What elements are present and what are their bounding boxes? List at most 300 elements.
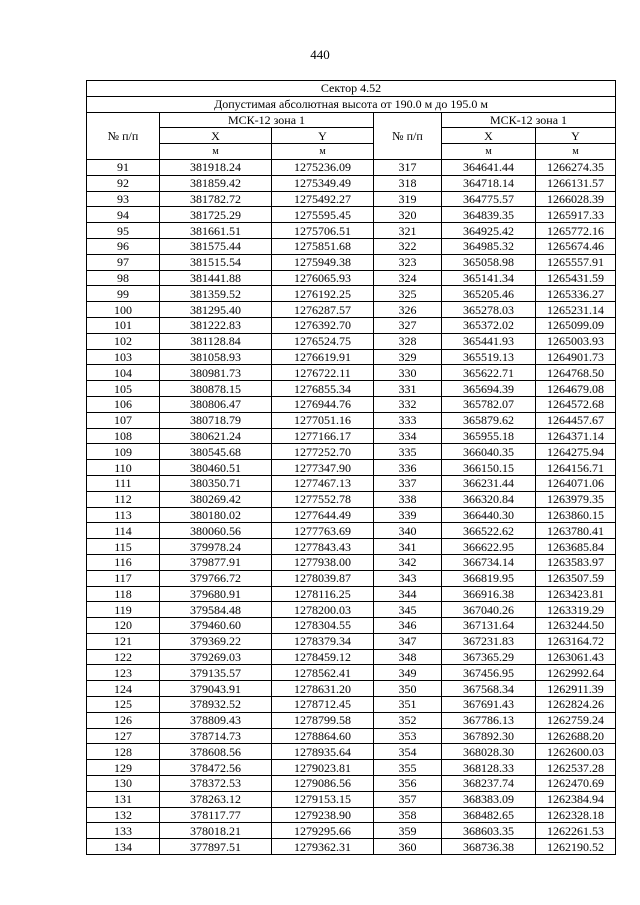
point-num-right: 359 [374,823,442,839]
y-value-right: 1262824.26 [536,697,616,713]
y-value-left: 1278935.64 [272,744,374,760]
x-value-left: 381222.83 [160,317,272,333]
x-value-left: 379766.72 [160,570,272,586]
table-row [87,728,616,744]
x-value-right: 364925.42 [442,223,536,239]
point-num-right: 317 [374,159,442,175]
point-num-right: 341 [374,539,442,555]
x-value-right: 367456.95 [442,665,536,681]
point-num-right: 349 [374,665,442,681]
x-value-right: 368603.35 [442,823,536,839]
y-value-right: 1264156.71 [536,460,616,476]
x-value-left: 381725.29 [160,207,272,223]
y-value-right: 1263979.35 [536,491,616,507]
x-value-right: 367131.64 [442,618,536,634]
page-number: 440 [310,47,330,62]
x-value-left: 380180.02 [160,507,272,523]
y-value-right: 1263244.50 [536,618,616,634]
point-num-right: 357 [374,791,442,807]
point-num-left: 103 [87,349,160,365]
table-row [87,539,616,555]
y-value-left: 1277644.49 [272,507,374,523]
point-num-left: 133 [87,823,160,839]
y-value-left: 1277347.90 [272,460,374,476]
table-row [87,760,616,776]
y-value-right: 1263423.81 [536,586,616,602]
table-row [87,823,616,839]
y-value-left: 1277166.17 [272,428,374,444]
point-num-right: 329 [374,349,442,365]
point-num-left: 96 [87,238,160,254]
y-value-right: 1263164.72 [536,633,616,649]
x-value-left: 380878.15 [160,381,272,397]
y-value-right: 1262600.03 [536,744,616,760]
y-value-right: 1265231.14 [536,302,616,318]
x-value-left: 379135.57 [160,665,272,681]
point-num-left: 91 [87,159,160,175]
point-num-left: 131 [87,791,160,807]
table-row [87,286,616,302]
x-value-left: 380545.68 [160,444,272,460]
point-num-right: 331 [374,381,442,397]
x-value-left: 377897.51 [160,839,272,855]
y-value-right: 1264275.94 [536,444,616,460]
table-row [87,791,616,807]
point-num-left: 98 [87,270,160,286]
point-num-right: 336 [374,460,442,476]
table-row [87,633,616,649]
x-value-right: 365278.03 [442,302,536,318]
table-row [87,839,616,855]
x-value-left: 379680.91 [160,586,272,602]
point-num-left: 106 [87,396,160,412]
x-value-left: 378809.43 [160,712,272,728]
x-value-right: 365141.34 [442,270,536,286]
x-value-right: 366150.15 [442,460,536,476]
point-num-left: 114 [87,523,160,539]
y-value-right: 1265772.16 [536,223,616,239]
x-value-right: 366231.44 [442,475,536,491]
point-num-left: 100 [87,302,160,318]
point-num-left: 94 [87,207,160,223]
x-value-right: 364839.35 [442,207,536,223]
point-num-right: 347 [374,633,442,649]
y-value-right: 1263685.84 [536,539,616,555]
point-num-right: 338 [374,491,442,507]
x-value-left: 381295.40 [160,302,272,318]
y-value-right: 1265917.33 [536,207,616,223]
y-value-left: 1275949.38 [272,254,374,270]
x-value-left: 381058.93 [160,349,272,365]
point-num-right: 328 [374,333,442,349]
x-value-right: 364641.44 [442,159,536,175]
point-num-left: 134 [87,839,160,855]
table-row [87,175,616,191]
y-value-left: 1277467.13 [272,475,374,491]
x-value-right: 366040.35 [442,444,536,460]
y-value-left: 1275851.68 [272,238,374,254]
x-value-left: 381575.44 [160,238,272,254]
y-value-right: 1263860.15 [536,507,616,523]
x-value-right: 368383.09 [442,791,536,807]
y-value-left: 1279238.90 [272,807,374,823]
x-value-right: 365622.71 [442,365,536,381]
point-num-left: 92 [87,175,160,191]
point-num-right: 346 [374,618,442,634]
y-value-right: 1263583.97 [536,554,616,570]
y-value-right: 1265003.93 [536,333,616,349]
y-value-left: 1278200.03 [272,602,374,618]
table-row [87,570,616,586]
y-value-right: 1265674.46 [536,238,616,254]
y-value-right: 1265099.09 [536,317,616,333]
table-row [87,554,616,570]
point-num-right: 332 [374,396,442,412]
x-value-left: 378472.56 [160,760,272,776]
y-value-right: 1266274.35 [536,159,616,175]
y-value-left: 1275236.09 [272,159,374,175]
y-value-right: 1262328.18 [536,807,616,823]
y-value-left: 1276392.70 [272,317,374,333]
x-value-left: 379460.60 [160,618,272,634]
x-value-right: 366916.38 [442,586,536,602]
point-num-right: 334 [374,428,442,444]
x-value-left: 378263.12 [160,791,272,807]
y-value-left: 1278712.45 [272,697,374,713]
table-row [87,238,616,254]
point-num-right: 333 [374,412,442,428]
point-num-left: 117 [87,570,160,586]
point-num-right: 360 [374,839,442,855]
y-value-right: 1262537.28 [536,760,616,776]
y-value-left: 1279295.66 [272,823,374,839]
table-body [87,159,616,854]
point-num-right: 325 [374,286,442,302]
y-value-right: 1262384.94 [536,791,616,807]
table-row [87,491,616,507]
point-num-right: 351 [374,697,442,713]
y-value-left: 1276722.11 [272,365,374,381]
point-num-left: 124 [87,681,160,697]
y-value-right: 1264901.73 [536,349,616,365]
table-row [87,712,616,728]
point-num-left: 93 [87,191,160,207]
point-num-right: 343 [374,570,442,586]
x-value-right: 364985.32 [442,238,536,254]
x-value-right: 366320.84 [442,491,536,507]
y-value-right: 1264679.08 [536,381,616,397]
y-value-right: 1262190.52 [536,839,616,855]
x-value-right: 366622.95 [442,539,536,555]
point-num-left: 128 [87,744,160,760]
point-num-right: 344 [374,586,442,602]
y-value-left: 1276524.75 [272,333,374,349]
x-unit-right: м [442,144,536,160]
y-value-left: 1277252.70 [272,444,374,460]
x-value-left: 381515.54 [160,254,272,270]
point-num-left: 110 [87,460,160,476]
x-value-right: 364718.14 [442,175,536,191]
table-row [87,254,616,270]
table-row [87,207,616,223]
point-num-left: 116 [87,554,160,570]
point-num-left: 123 [87,665,160,681]
x-value-left: 380806.47 [160,396,272,412]
y-value-left: 1278631.20 [272,681,374,697]
x-value-right: 365782.07 [442,396,536,412]
table-row [87,365,616,381]
x-value-left: 380060.56 [160,523,272,539]
x-value-left: 379269.03 [160,649,272,665]
table-row [87,333,616,349]
y-value-left: 1279153.15 [272,791,374,807]
x-value-left: 379369.22 [160,633,272,649]
y-value-left: 1275349.49 [272,175,374,191]
point-num-left: 104 [87,365,160,381]
y-value-left: 1276287.57 [272,302,374,318]
table-row [87,460,616,476]
y-value-left: 1276619.91 [272,349,374,365]
y-value-right: 1262688.20 [536,728,616,744]
x-value-right: 365694.39 [442,381,536,397]
y-value-right: 1264768.50 [536,365,616,381]
point-num-left: 112 [87,491,160,507]
table-row [87,270,616,286]
y-unit-right: м [536,144,616,160]
point-num-left: 122 [87,649,160,665]
point-num-right: 320 [374,207,442,223]
point-num-right: 355 [374,760,442,776]
x-value-right: 367568.34 [442,681,536,697]
y-value-left: 1279023.81 [272,760,374,776]
table-row [87,444,616,460]
x-value-left: 381782.72 [160,191,272,207]
table-row [87,807,616,823]
x-value-left: 378608.56 [160,744,272,760]
point-num-right: 335 [374,444,442,460]
x-value-left: 380350.71 [160,475,272,491]
point-num-right: 352 [374,712,442,728]
table-row [87,349,616,365]
x-value-right: 367040.26 [442,602,536,618]
x-value-left: 380460.51 [160,460,272,476]
table-row [87,223,616,239]
point-num-right: 321 [374,223,442,239]
table-row [87,744,616,760]
table-row [87,649,616,665]
y-value-left: 1278562.41 [272,665,374,681]
point-num-right: 318 [374,175,442,191]
table-row [87,412,616,428]
x-value-left: 378714.73 [160,728,272,744]
point-num-right: 342 [374,554,442,570]
table-row [87,776,616,792]
table-row [87,159,616,175]
y-value-left: 1275706.51 [272,223,374,239]
x-value-left: 378018.21 [160,823,272,839]
x-value-left: 378932.52 [160,697,272,713]
point-num-right: 322 [374,238,442,254]
y-header-right: Y [536,128,616,144]
x-value-right: 365879.62 [442,412,536,428]
coordinates-table [86,80,616,855]
y-value-right: 1262759.24 [536,712,616,728]
x-value-right: 366819.95 [442,570,536,586]
y-value-right: 1262911.39 [536,681,616,697]
point-num-right: 319 [374,191,442,207]
x-value-left: 378372.53 [160,776,272,792]
y-value-left: 1275595.45 [272,207,374,223]
table-row [87,507,616,523]
zone-label-left: МСК-12 зона 1 [160,112,374,128]
x-value-left: 380718.79 [160,412,272,428]
point-num-left: 99 [87,286,160,302]
x-value-right: 367231.83 [442,633,536,649]
table-row [87,302,616,318]
table-row [87,475,616,491]
y-value-left: 1276065.93 [272,270,374,286]
point-num-left: 127 [87,728,160,744]
y-value-left: 1278864.60 [272,728,374,744]
point-num-right: 353 [374,728,442,744]
x-value-left: 381441.88 [160,270,272,286]
point-num-right: 350 [374,681,442,697]
point-num-right: 337 [374,475,442,491]
table-row [87,681,616,697]
x-value-left: 380981.73 [160,365,272,381]
y-value-right: 1262992.64 [536,665,616,681]
sector-title: Сектор 4.52 [87,81,616,97]
y-value-right: 1262261.53 [536,823,616,839]
point-num-left: 105 [87,381,160,397]
point-num-left: 107 [87,412,160,428]
table-row [87,523,616,539]
point-num-left: 120 [87,618,160,634]
x-value-left: 381918.24 [160,159,272,175]
point-num-left: 132 [87,807,160,823]
x-unit-left: м [160,144,272,160]
point-num-right: 339 [374,507,442,523]
point-num-right: 348 [374,649,442,665]
y-value-right: 1265431.59 [536,270,616,286]
x-value-left: 381128.84 [160,333,272,349]
point-num-left: 126 [87,712,160,728]
x-value-right: 367786.13 [442,712,536,728]
x-value-left: 381359.52 [160,286,272,302]
table-row [87,396,616,412]
x-value-left: 379877.91 [160,554,272,570]
point-num-right: 340 [374,523,442,539]
point-num-right: 356 [374,776,442,792]
y-value-right: 1262470.69 [536,776,616,792]
y-value-right: 1266028.39 [536,191,616,207]
y-value-left: 1277552.78 [272,491,374,507]
point-num-right: 323 [374,254,442,270]
y-value-left: 1278039.87 [272,570,374,586]
point-num-right: 327 [374,317,442,333]
x-value-right: 365205.46 [442,286,536,302]
x-value-right: 368237.74 [442,776,536,792]
y-value-right: 1264071.06 [536,475,616,491]
y-value-right: 1263061.43 [536,649,616,665]
y-value-left: 1279362.31 [272,839,374,855]
y-value-right: 1265336.27 [536,286,616,302]
x-header-right: X [442,128,536,144]
x-value-right: 368482.65 [442,807,536,823]
point-num-left: 102 [87,333,160,349]
x-value-left: 380621.24 [160,428,272,444]
y-value-left: 1278379.34 [272,633,374,649]
x-value-left: 379978.24 [160,539,272,555]
point-num-left: 118 [87,586,160,602]
y-value-left: 1277843.43 [272,539,374,555]
y-value-left: 1277051.16 [272,412,374,428]
zone-label-right: МСК-12 зона 1 [442,112,616,128]
y-value-left: 1275492.27 [272,191,374,207]
y-value-right: 1263507.59 [536,570,616,586]
x-header-left: X [160,128,272,144]
table-row [87,618,616,634]
table-row [87,381,616,397]
point-num-right: 326 [374,302,442,318]
y-value-left: 1278459.12 [272,649,374,665]
y-value-left: 1277938.00 [272,554,374,570]
height-note: Допустимая абсолютная высота от 190.0 м до 195.0 м [87,96,616,112]
table-row [87,602,616,618]
x-value-right: 368128.33 [442,760,536,776]
y-value-left: 1278116.25 [272,586,374,602]
y-value-left: 1276944.76 [272,396,374,412]
point-num-left: 121 [87,633,160,649]
col-num-left: № п/п [87,112,160,159]
x-value-left: 378117.77 [160,807,272,823]
y-value-right: 1263780.41 [536,523,616,539]
x-value-right: 365372.02 [442,317,536,333]
x-value-right: 365441.93 [442,333,536,349]
x-value-left: 379584.48 [160,602,272,618]
point-num-left: 97 [87,254,160,270]
table-row [87,428,616,444]
point-num-right: 354 [374,744,442,760]
table-row [87,665,616,681]
point-num-right: 330 [374,365,442,381]
point-num-left: 125 [87,697,160,713]
point-num-left: 130 [87,776,160,792]
x-value-right: 366522.62 [442,523,536,539]
x-value-right: 367365.29 [442,649,536,665]
y-value-right: 1266131.57 [536,175,616,191]
x-value-left: 379043.91 [160,681,272,697]
x-value-right: 364775.57 [442,191,536,207]
point-num-left: 108 [87,428,160,444]
y-value-right: 1264457.67 [536,412,616,428]
point-num-left: 119 [87,602,160,618]
y-value-left: 1276192.25 [272,286,374,302]
point-num-left: 129 [87,760,160,776]
point-num-right: 324 [374,270,442,286]
point-num-right: 345 [374,602,442,618]
y-value-left: 1276855.34 [272,381,374,397]
x-value-right: 367691.43 [442,697,536,713]
y-value-left: 1277763.69 [272,523,374,539]
table-header [87,81,616,160]
col-num-right: № п/п [374,112,442,159]
y-value-right: 1265557.91 [536,254,616,270]
point-num-left: 113 [87,507,160,523]
y-value-left: 1278304.55 [272,618,374,634]
y-value-right: 1264371.14 [536,428,616,444]
x-value-right: 365519.13 [442,349,536,365]
